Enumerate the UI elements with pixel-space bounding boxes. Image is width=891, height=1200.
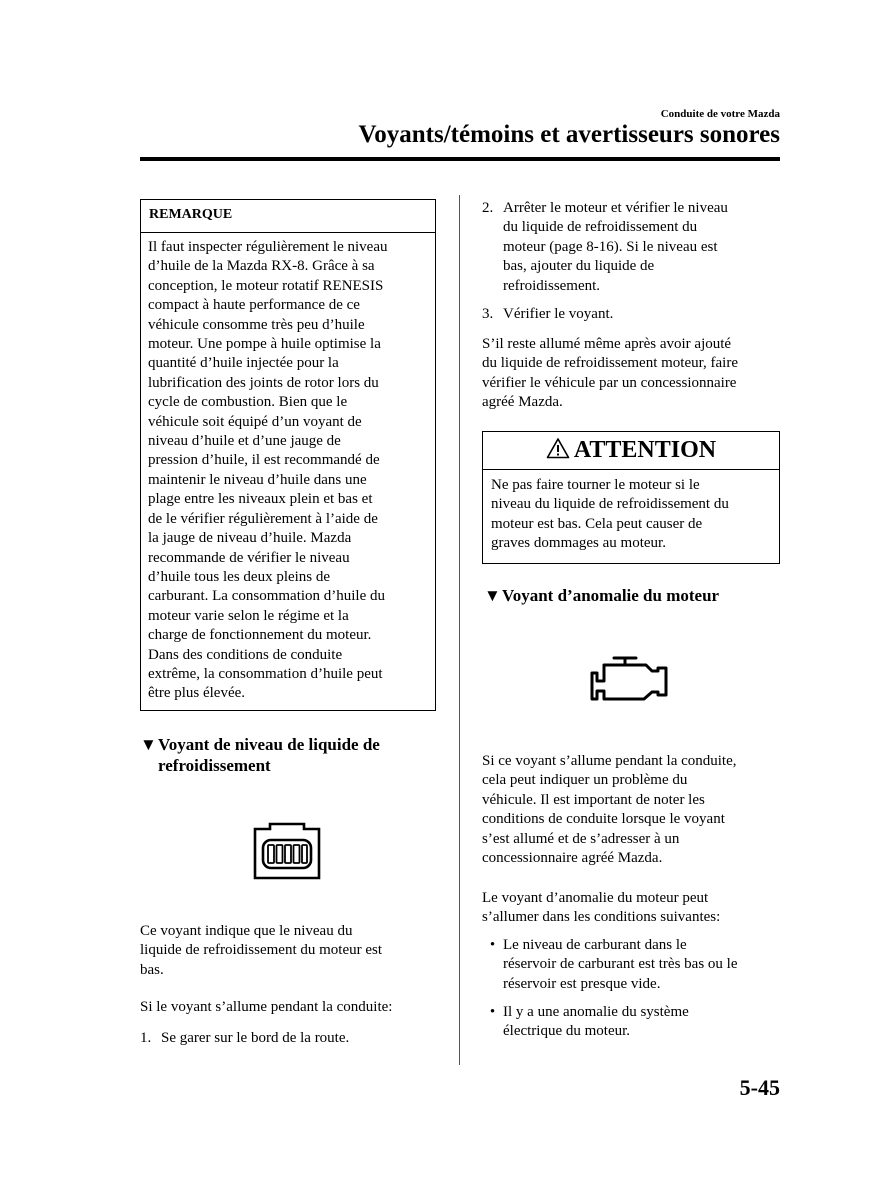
note-line: plage entre les niveaux plein et bas et — [148, 491, 373, 508]
text-line: du liquide de refroidissement du — [503, 219, 698, 236]
note-body — [141, 233, 435, 704]
text-line: S’il reste allumé même après avoir ajouté — [482, 336, 732, 352]
text-line: moteur (page 8-16). Si le niveau est — [503, 238, 718, 255]
note-line: charge de fonctionnement du moteur. — [148, 627, 372, 644]
heading-line: refroidissement — [158, 756, 271, 775]
step-text: Vérifier le voyant. — [503, 306, 614, 322]
heading-text: Voyant d’anomalie du moteur — [502, 586, 720, 605]
step-3 — [482, 305, 782, 324]
note-line: recommande de vérifier le niveau — [148, 549, 350, 566]
text-line: cela peut indiquer un problème du — [482, 772, 688, 789]
text-line: Le voyant d’anomalie du moteur peut — [482, 890, 709, 906]
coolant-section-heading — [140, 734, 440, 776]
section-label: Conduite de votre Mazda — [660, 108, 780, 120]
note-line: pression d’huile, il est recommandé de — [148, 452, 380, 469]
bullet-marker: • — [489, 1004, 496, 1020]
note-line: d’huile tous les deux pleins de — [148, 568, 331, 585]
page-number: 5-45 — [739, 1075, 780, 1100]
attention-box — [482, 431, 780, 564]
text-line: Ne pas faire tourner le moteur si le — [491, 477, 700, 493]
note-line: la jauge de niveau d’huile. Mazda — [148, 530, 352, 547]
note-line: de le vérifier régulièrement à l’aide de — [148, 510, 378, 527]
step-text — [503, 199, 728, 296]
text-line: Arrêter le moteur et vérifier le niveau — [503, 200, 728, 216]
note-line: véhicule consomme très peu d’huile — [148, 316, 365, 333]
text-line: agréé Mazda. — [482, 394, 563, 411]
section-marker: ▼ — [140, 735, 157, 754]
warning-triangle-icon — [546, 437, 570, 459]
note-line: être plus élevée. — [148, 685, 246, 702]
text-line: Si ce voyant s’allume pendant la conduite, — [482, 753, 737, 769]
text-line: Ce voyant indique que le niveau du — [140, 923, 353, 939]
step-number: 1. — [140, 1030, 152, 1046]
attention-title: ATTENTION — [573, 437, 717, 463]
note-line: conception, le moteur rotatif RENESIS — [148, 277, 384, 294]
note-line: moteur. Une pompe à huile optimise la — [148, 336, 381, 353]
bullet-item — [482, 1003, 787, 1042]
text-line: Il y a une anomalie du système — [503, 1004, 689, 1020]
note-line: quantité d’huile injectée pour la — [148, 355, 339, 372]
text-line: réservoir de carburant est très bas ou le — [503, 956, 738, 973]
coolant-level-warning-icon — [252, 822, 322, 885]
step-2 — [482, 199, 782, 296]
note-line: compact à haute performance de ce — [148, 297, 360, 314]
note-line: véhicule soit équipé d’un voyant de — [148, 413, 362, 430]
column-divider — [459, 195, 460, 1065]
coolant-lead-text: Si le voyant s’allume pendant la conduite: — [140, 999, 393, 1015]
bullet-text — [503, 936, 738, 994]
note-line: moteur varie selon le régime et la — [148, 607, 349, 624]
engine-malfunction-paragraph-2 — [482, 889, 787, 928]
step-number: 2. — [482, 200, 494, 216]
text-line: s’allumer dans les conditions suivantes: — [482, 909, 721, 926]
check-engine-icon — [588, 655, 672, 710]
note-line: maintenir le niveau d’huile dans une — [148, 471, 367, 488]
text-line: du liquide de refroidissement moteur, faire — [482, 355, 738, 372]
step-1 — [140, 1029, 450, 1048]
engine-malfunction-heading — [484, 585, 784, 606]
note-line: lubrification des joints de rotor lors du — [148, 374, 379, 391]
attention-body — [483, 470, 779, 554]
text-line: s’est allumé et de s’adresser à un — [482, 830, 680, 847]
note-box — [140, 199, 436, 711]
header-rule — [140, 157, 780, 161]
text-line: concessionnaire agréé Mazda. — [482, 850, 663, 867]
step-text: Se garer sur le bord de la route. — [161, 1030, 350, 1046]
text-line: électrique du moteur. — [503, 1023, 631, 1040]
text-line: vérifier le véhicule par un concessionnaire — [482, 374, 737, 391]
note-line: niveau d’huile et d’une jauge de — [148, 433, 341, 450]
text-line: niveau du liquide de refroidissement du — [491, 496, 729, 513]
note-line: cycle de combustion. Bien que le — [148, 394, 348, 411]
note-line: extrême, la consommation d’huile peut — [148, 665, 383, 682]
page-title: Voyants/témoins et avertisseurs sonores — [358, 121, 780, 148]
text-line: graves dommages au moteur. — [491, 535, 666, 552]
note-heading: REMARQUE — [141, 200, 435, 233]
text-line: Le niveau de carburant dans le — [503, 937, 687, 953]
text-line: moteur est bas. Cela peut causer de — [491, 515, 703, 532]
attention-heading — [483, 432, 779, 470]
text-line: bas, ajouter du liquide de — [503, 258, 655, 275]
heading-line: Voyant de niveau de liquide de — [158, 735, 380, 754]
note-line: d’huile de la Mazda RX-8. Grâce à sa — [148, 258, 375, 275]
bullet-item — [482, 936, 787, 994]
text-line: véhicule. Il est important de noter les — [482, 791, 705, 808]
text-line: conditions de conduite lorsque le voyant — [482, 811, 725, 828]
section-marker: ▼ — [484, 586, 501, 605]
note-line: Il faut inspecter régulièrement le niveau — [148, 239, 388, 255]
coolant-description — [140, 922, 450, 980]
text-line: bas. — [140, 961, 164, 978]
after-check-paragraph — [482, 335, 787, 413]
note-line: carburant. La consommation d’huile du — [148, 588, 386, 605]
bullet-text — [503, 1003, 689, 1042]
text-line: liquide de refroidissement du moteur est — [140, 942, 383, 959]
text-line: refroidissement. — [503, 277, 601, 294]
note-line: Dans des conditions de conduite — [148, 646, 343, 663]
text-line: réservoir est presque vide. — [503, 975, 661, 992]
engine-malfunction-paragraph-1 — [482, 752, 787, 868]
bullet-marker: • — [489, 937, 496, 953]
step-number: 3. — [482, 306, 494, 322]
